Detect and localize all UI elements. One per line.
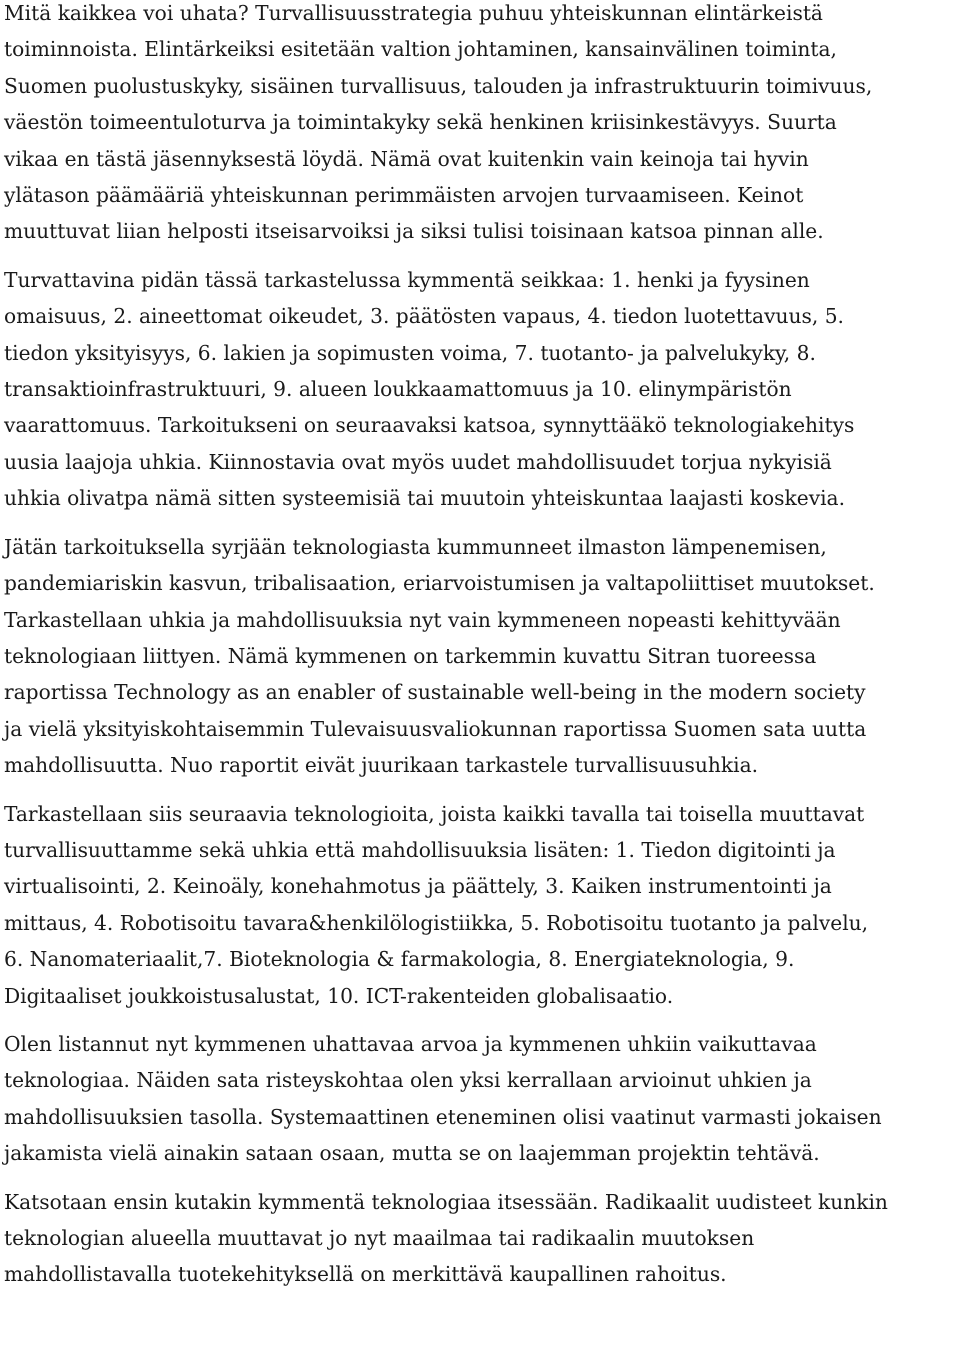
text-line: omaisuus, 2. aineettomat oikeudet, 3. päätösten vapaus, 4. tiedon luotettavuus, 5. [4,304,844,329]
text-line: transaktioinfrastruktuuri, 9. alueen loukkaamattomuus ja 10. elinympäristön [4,377,792,402]
text-line: teknologiaan liittyen. Nämä kymmenen on tarkemmin kuvattu Sitran tuoreessa [4,643,817,668]
text-line: vikaa en tästä jäsennyksestä löydä. Nämä ovat kuitenkin vain keinoja tai hyvin [4,146,809,171]
text-line: jakamista vielä ainakin sataan osaan, mutta se on laajemman projektin tehtävä. [4,1141,820,1166]
text-line: toiminnoista. Elintärkeiksi esitetään valtion johtaminen, kansainvälinen toiminta, [4,37,837,62]
paragraph-ten-values [4,262,960,517]
paragraph-ten-technologies [4,796,960,1014]
text-line: Katsotaan ensin kutakin kymmentä teknologiaa itsessään. Radikaalit uudisteet kunkin [4,1189,888,1214]
text-line: ja vielä yksityiskohtaisemmin Tulevaisuusvaliokunnan raportissa Suomen sata uutta [4,716,867,741]
text-line: Tarkastellaan siis seuraavia teknologioita, joista kaikki tavalla tai toisella muuttavat [4,801,865,826]
text-line: Mitä kaikkea voi uhata? Turvallisuusstrategia puhuu yhteiskunnan elintärkeistä [4,1,823,25]
text-line: mahdollistavalla tuotekehityksellä on merkittävä kaupallinen rahoitus. [4,1262,727,1287]
text-line: Turvattavina pidän tässä tarkastelussa kymmentä seikkaa: 1. henki ja fyysinen [4,267,810,292]
text-line: Jätän tarkoituksella syrjään teknologiasta kummunneet ilmaston lämpenemisen, [4,534,827,559]
text-line: muuttuvat liian helposti itseisarvoiksi ja siksi tulisi toisinaan katsoa pinnan alle. [4,219,824,244]
text-line: raportissa Technology as an enabler of sustainable well-being in the modern society [4,680,866,705]
paragraph-intersections [4,1026,960,1172]
document-page [4,0,960,1305]
text-line: turvallisuuttamme sekä uhkia että mahdollisuuksia lisäten: 1. Tiedon digitointi ja [4,837,836,862]
text-line: väestön toimeentuloturva ja toimintakyky sekä henkinen kriisinkestävyys. Suurta [4,110,837,135]
paragraph-excluded-topics [4,529,960,784]
text-line: Olen listannut nyt kymmenen uhattavaa arvoa ja kymmenen uhkiin vaikuttavaa [4,1031,817,1056]
paragraph-technology-overview [4,1184,960,1293]
text-line: ylätason päämääriä yhteiskunnan perimmäisten arvojen turvaamiseen. Keinot [4,183,804,208]
text-line: pandemiariskin kasvun, tribalisaation, eriarvoistumisen ja valtapoliittiset muutokset. [4,571,875,596]
text-line: uhkia olivatpa nämä sitten systeemisiä tai muutoin yhteiskuntaa laajasti koskevia. [4,486,846,511]
text-line: 6. Nanomateriaalit,7. Bioteknologia & farmakologia, 8. Energiateknologia, 9. [4,947,795,972]
text-line: teknologian alueella muuttavat jo nyt maailmaa tai radikaalin muutoksen [4,1226,755,1250]
text-line: Digitaaliset joukkoistusalustat, 10. ICT-rakenteiden globalisaatio. [4,983,674,1008]
text-line: Suomen puolustuskyky, sisäinen turvallisuus, talouden ja infrastruktuurin toimivuus, [4,73,873,98]
text-line: tiedon yksityisyys, 6. lakien ja sopimusten voima, 7. tuotanto- ja palvelukyky, 8. [4,340,816,365]
text-line: uusia laajoja uhkia. Kiinnostavia ovat myös uudet mahdollisuudet torjua nykyisiä [4,449,832,474]
text-line: virtualisointi, 2. Keinoäly, konehahmotus ja päättely, 3. Kaiken instrumentointi ja [4,874,832,899]
text-line: mahdollisuuksien tasolla. Systemaattinen eteneminen olisi vaatinut varmasti jokaisen [4,1104,882,1129]
text-line: mahdollisuutta. Nuo raportit eivät juurikaan tarkastele turvallisuusuhkia. [4,753,759,778]
paragraph-vital-functions [4,0,960,250]
text-line: Tarkastellaan uhkia ja mahdollisuuksia nyt vain kymmeneen nopeasti kehittyvään [4,607,841,632]
text-line: teknologiaa. Näiden sata risteyskohtaa olen yksi kerrallaan arvioinut uhkien ja [4,1068,812,1093]
text-line: vaarattomuus. Tarkoitukseni on seuraavaksi katsoa, synnyttääkö teknologiakehitys [4,413,855,438]
text-line: mittaus, 4. Robotisoitu tavara&henkilölogistiikka, 5. Robotisoitu tuotanto ja palvelu, [4,910,869,935]
